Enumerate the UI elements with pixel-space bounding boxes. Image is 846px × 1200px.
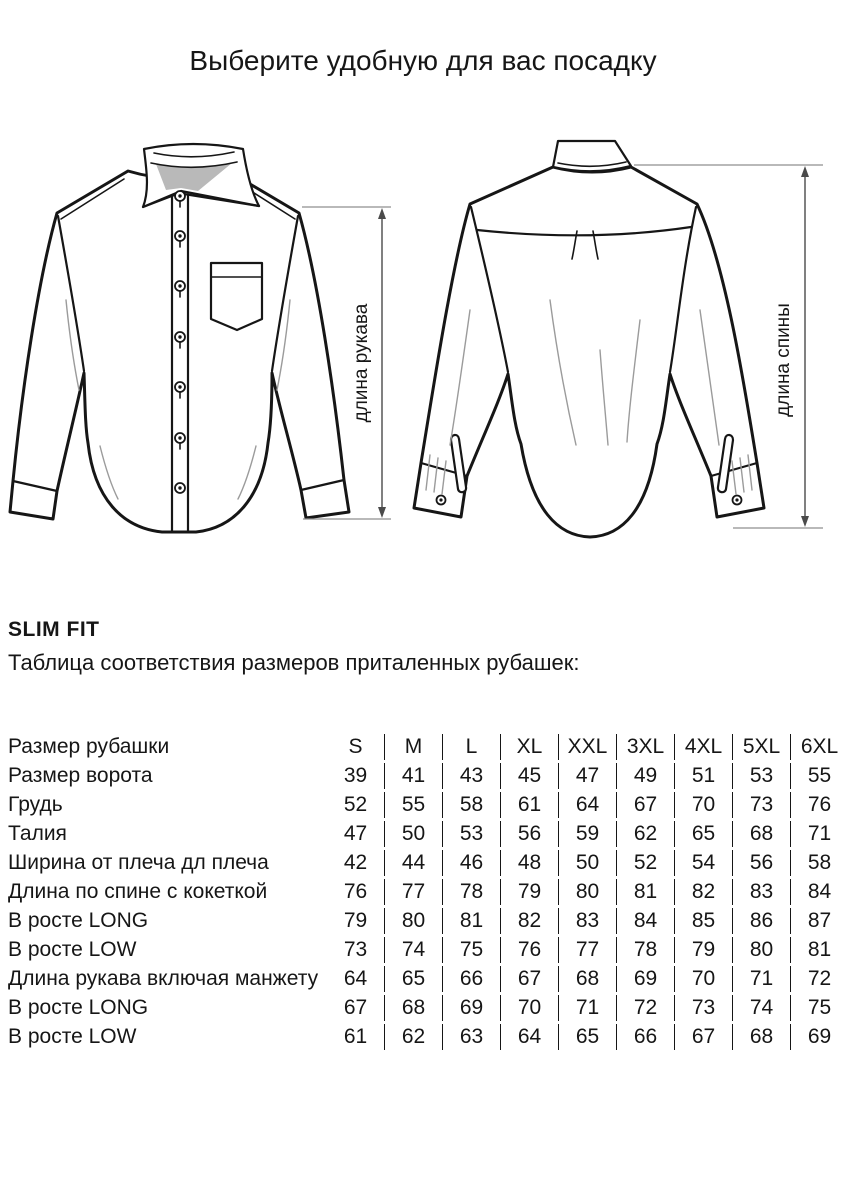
size-cell: XL xyxy=(500,734,558,760)
size-cell: 84 xyxy=(616,908,674,934)
size-cell: 83 xyxy=(558,908,616,934)
size-cell: 53 xyxy=(732,763,790,789)
size-cell: 42 xyxy=(343,851,368,874)
sleeve-length-label: длина рукава xyxy=(351,303,372,423)
size-cell: 54 xyxy=(674,850,732,876)
size-cell: 76 xyxy=(790,792,846,818)
size-cell: 80 xyxy=(732,937,790,963)
front-collar xyxy=(143,144,259,207)
size-cell: 58 xyxy=(790,850,846,876)
size-cell: M xyxy=(384,734,442,760)
row-label: Длина рукава включая манжету xyxy=(8,967,319,990)
size-cell: 85 xyxy=(674,908,732,934)
size-cell: 56 xyxy=(500,821,558,847)
size-cell: 52 xyxy=(616,850,674,876)
size-cell: 79 xyxy=(500,879,558,905)
size-cell: 68 xyxy=(384,995,442,1021)
table-row xyxy=(8,821,846,847)
table-row xyxy=(8,850,846,876)
size-cell: 73 xyxy=(732,792,790,818)
size-cell: 73 xyxy=(343,938,368,961)
size-cell: 52 xyxy=(343,793,368,816)
size-cell: 43 xyxy=(442,763,500,789)
size-cell: 80 xyxy=(558,879,616,905)
size-cell: 69 xyxy=(790,1024,846,1050)
size-cell: 56 xyxy=(732,850,790,876)
size-cell: L xyxy=(442,734,500,760)
row-label: В росте LOW xyxy=(8,1025,137,1048)
page-title: Выберите удобную для вас посадку xyxy=(189,45,657,76)
size-cell: 75 xyxy=(790,995,846,1021)
size-cell: 47 xyxy=(343,822,368,845)
size-cell: 65 xyxy=(558,1024,616,1050)
table-row xyxy=(8,734,846,760)
size-cell: 78 xyxy=(442,879,500,905)
size-cell: 47 xyxy=(558,763,616,789)
size-cell: 66 xyxy=(616,1024,674,1050)
size-cell: 65 xyxy=(384,966,442,992)
size-cell: 53 xyxy=(442,821,500,847)
size-cell: 86 xyxy=(732,908,790,934)
size-cell: 82 xyxy=(674,879,732,905)
size-cell: 81 xyxy=(616,879,674,905)
size-cell: 84 xyxy=(790,879,846,905)
size-cell: 64 xyxy=(500,1024,558,1050)
row-label: В росте LONG xyxy=(8,996,149,1019)
size-cell: 64 xyxy=(343,967,368,990)
table-row xyxy=(8,1024,846,1050)
size-cell: 66 xyxy=(442,966,500,992)
shirt-diagram xyxy=(0,130,846,560)
size-cell: 74 xyxy=(384,937,442,963)
table-row xyxy=(8,995,846,1021)
size-cell: 71 xyxy=(790,821,846,847)
size-cell: 55 xyxy=(790,763,846,789)
row-label: Талия xyxy=(8,822,67,845)
row-label: Длина по спине с кокеткой xyxy=(8,880,268,903)
size-cell: 82 xyxy=(500,908,558,934)
size-cell: 71 xyxy=(558,995,616,1021)
size-cell: 58 xyxy=(442,792,500,818)
table-row xyxy=(8,937,846,963)
size-cell: 68 xyxy=(732,1024,790,1050)
size-cell: 51 xyxy=(674,763,732,789)
size-cell: 83 xyxy=(732,879,790,905)
size-cell: 75 xyxy=(442,937,500,963)
size-cell: 69 xyxy=(442,995,500,1021)
size-cell: 62 xyxy=(384,1024,442,1050)
size-cell: 76 xyxy=(500,937,558,963)
size-cell: 81 xyxy=(790,937,846,963)
size-cell: 44 xyxy=(384,850,442,876)
size-cell: 79 xyxy=(343,909,368,932)
size-cell: 87 xyxy=(790,908,846,934)
size-cell: 77 xyxy=(558,937,616,963)
size-cell: 45 xyxy=(500,763,558,789)
size-cell: 6XL xyxy=(790,734,846,760)
size-cell: 78 xyxy=(616,937,674,963)
table-row xyxy=(8,792,846,818)
size-cell: 50 xyxy=(558,850,616,876)
size-cell: 41 xyxy=(384,763,442,789)
chest-pocket xyxy=(211,263,262,330)
row-label: Размер ворота xyxy=(8,764,153,787)
size-table xyxy=(8,731,846,1053)
size-cell: 76 xyxy=(343,880,368,903)
size-table-body xyxy=(8,734,846,1050)
back-length-label: длина спины xyxy=(773,303,794,417)
size-cell: 68 xyxy=(558,966,616,992)
size-cell: 61 xyxy=(500,792,558,818)
size-cell: 5XL xyxy=(732,734,790,760)
row-label: Размер рубашки xyxy=(8,735,170,758)
size-cell: 55 xyxy=(384,792,442,818)
size-cell: 67 xyxy=(674,1024,732,1050)
table-caption: Таблица соответствия размеров приталенных рубашек: xyxy=(8,650,580,675)
size-cell: 63 xyxy=(442,1024,500,1050)
table-row xyxy=(8,763,846,789)
shirt-diagram-svg xyxy=(0,130,846,560)
size-cell: 67 xyxy=(500,966,558,992)
size-cell: 79 xyxy=(674,937,732,963)
table-row xyxy=(8,879,846,905)
row-label: Ширина от плеча дл плеча xyxy=(8,851,269,874)
table-row xyxy=(8,966,846,992)
size-cell: 67 xyxy=(343,996,368,1019)
size-cell: 71 xyxy=(732,966,790,992)
size-cell: 3XL xyxy=(616,734,674,760)
size-cell: 4XL xyxy=(674,734,732,760)
size-cell: S xyxy=(348,735,363,758)
row-label: Грудь xyxy=(8,793,63,816)
size-cell: 70 xyxy=(674,792,732,818)
size-cell: 68 xyxy=(732,821,790,847)
size-cell: XXL xyxy=(558,734,616,760)
size-cell: 69 xyxy=(616,966,674,992)
size-cell: 50 xyxy=(384,821,442,847)
row-label: В росте LOW xyxy=(8,938,137,961)
fit-heading: SLIM FIT xyxy=(8,618,100,641)
size-cell: 73 xyxy=(674,995,732,1021)
back-shirt-sketch xyxy=(414,141,764,537)
size-cell: 62 xyxy=(616,821,674,847)
size-cell: 65 xyxy=(674,821,732,847)
size-cell: 49 xyxy=(616,763,674,789)
front-shirt-sketch xyxy=(10,144,349,532)
size-cell: 77 xyxy=(384,879,442,905)
size-cell: 61 xyxy=(343,1025,368,1048)
size-cell: 48 xyxy=(500,850,558,876)
size-cell: 59 xyxy=(558,821,616,847)
size-cell: 67 xyxy=(616,792,674,818)
size-cell: 72 xyxy=(616,995,674,1021)
size-cell: 70 xyxy=(674,966,732,992)
size-cell: 74 xyxy=(732,995,790,1021)
size-cell: 72 xyxy=(790,966,846,992)
table-row xyxy=(8,908,846,934)
row-label: В росте LONG xyxy=(8,909,149,932)
size-cell: 80 xyxy=(384,908,442,934)
size-cell: 46 xyxy=(442,850,500,876)
size-cell: 39 xyxy=(343,764,368,787)
size-cell: 64 xyxy=(558,792,616,818)
size-cell: 81 xyxy=(442,908,500,934)
size-cell: 70 xyxy=(500,995,558,1021)
